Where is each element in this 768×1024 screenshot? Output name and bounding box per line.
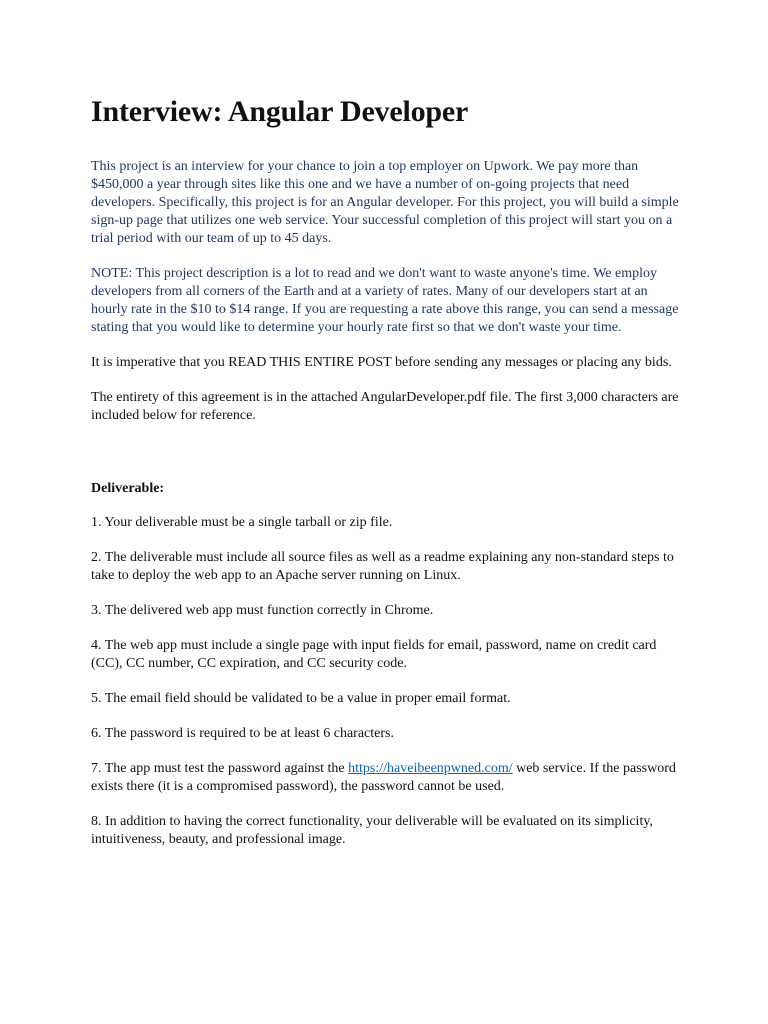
item-7-suffix: web service. If the password exists there (it is a compromised password), the password cannot be used. — [91, 761, 676, 794]
deliverable-item-2: 2. The deliverable must include all source files as well as a readme explaining any non-standard steps to take to deploy the web app to an Apache server running on Linux. — [91, 550, 674, 583]
haveibeenpwned-link[interactable]: https://haveibeenpwned.com/ — [348, 761, 513, 776]
deliverable-heading: Deliverable: — [91, 481, 165, 496]
deliverable-item-5: 5. The email field should be validated to be a value in proper email format. — [91, 691, 511, 706]
intro-paragraph: This project is an interview for your chance to join a top employer on Upwork. We pay more than $450,000 a year through sites like this one and we have a number of on-going projects that need developers. Specifically, this project is for an Angular developer. For this project, you will build a simple sign-up page that utilizes one web service. Your successful completion of this project will start you on a trial period with our team of up to 45 days. — [91, 159, 679, 246]
document-title: Interview: Angular Developer — [91, 95, 469, 128]
note-paragraph: NOTE: This project description is a lot to read and we don't want to waste anyone's time. We employ developers from all corners of the Earth and at a variety of rates. Many of our developers start at an hourly rate in the $10 to $14 range. If you are requesting a rate above this range, you can send a message stating that you would like to determine your hourly rate first so that we don't waste your time. — [91, 266, 679, 335]
deliverable-item-6: 6. The password is required to be at least 6 characters. — [91, 726, 394, 741]
agreement-paragraph: The entirety of this agreement is in the attached AngularDeveloper.pdf file. The first 3,000 characters are included below for reference. — [91, 390, 679, 423]
deliverable-item-1: 1. Your deliverable must be a single tarball or zip file. — [91, 515, 393, 530]
deliverable-item-8: 8. In addition to having the correct functionality, your deliverable will be evaluated on its simplicity, intuitiveness, beauty, and professional image. — [91, 814, 653, 847]
deliverable-item-3: 3. The delivered web app must function correctly in Chrome. — [91, 603, 434, 618]
item-7-prefix: 7. The app must test the password against the — [91, 761, 349, 776]
document-content — [91, 92, 681, 849]
deliverable-item-7 — [91, 760, 681, 796]
imperative-paragraph: It is imperative that you READ THIS ENTIRE POST before sending any messages or placing any bids. — [91, 355, 672, 370]
deliverable-item-4: 4. The web app must include a single page with input fields for email, password, name on credit card (CC), CC number, CC expiration, and CC security code. — [91, 638, 657, 671]
